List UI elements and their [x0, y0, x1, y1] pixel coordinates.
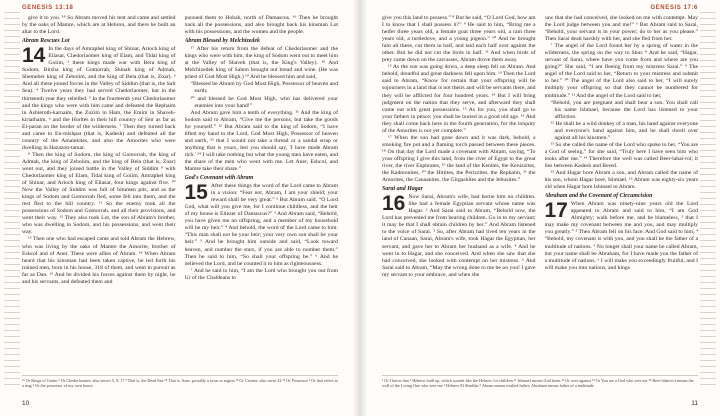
ruled-line	[4, 180, 20, 181]
ruled-line	[4, 234, 20, 235]
ruled-line	[4, 36, 20, 37]
ruled-line	[4, 258, 20, 259]
ruled-line	[700, 294, 716, 295]
ruled-line	[700, 162, 716, 163]
ruled-line	[4, 48, 20, 49]
ruled-line	[700, 90, 716, 91]
poetry-lines: ¹² He shall be a wild donkey of a man, his hand against everyone and everyone's hand against him, and he shall dwell over against all his kinsmen.”	[550, 120, 698, 141]
text-column	[545, 15, 699, 371]
section-heading: Abraham and the Covenant of Circumcision	[544, 193, 653, 200]
ruled-line	[4, 78, 20, 79]
ruled-line	[4, 300, 20, 301]
verse-paragraph: ¹³ Then one who had escaped came and told Abram the Hebrew, who was living by the oaks of Mamre the Amorite, brother of Eshcol and of Aner. These were allies of Abram. ¹⁴ When Abram heard that his kinsman had been taken captive, he led forth his trained men, born in his house, 318 of them, and went in pursuit as far as Dan. ¹⁵ And he divided his forces against them by night, he and his servants, and defeated them and	[22, 236, 176, 285]
ruled-line	[700, 18, 716, 19]
text-column	[185, 15, 339, 371]
ruled-line	[700, 246, 716, 247]
ruled-line	[4, 378, 20, 379]
ruled-line	[700, 264, 716, 265]
ruled-line	[700, 216, 716, 217]
verse-paragraph: ¹⁷ After his return from the defeat of Chedorlaomer and the kings who were with him, the king of Sodom went out to meet him at the Valley of Shaveh (that is, the King's Valley). ¹⁸ And Melchizedek king of Salem brought out bread and wine. (He was priest of God Most High.) ¹⁹ And he blessed him and said,	[184, 46, 338, 81]
verse-text: Now Sarai, Abram's wife, had borne him no children. She had a female Egyptian servant whose name was Hagar. ² And Sarai said to Abram, “Behold now, the Lord has prevented me from bearing children. Go in to my servant; it may be that I shall obtain children by her.” And Abram listened to the voice of Sarai. ³ So, after Abram had lived ten years in the land of Canaan, Sarai, Abram's wife, took Hagar the Egyptian, her servant, and gave her to Abram her husband as a wife. ⁴ And he went in to Hagar, and she conceived. And when she saw that she had conceived, she looked with contempt on her mistress. ⁵ And Sarai said to Abram, “May the wrong done to me be on you! I gave my servant to your embrace, and when she	[382, 194, 536, 278]
ruled-line	[4, 150, 20, 151]
ruled-line	[700, 330, 716, 331]
right-page	[360, 0, 720, 416]
poetry-lines: ²⁰ and blessed be God Most High, who has delivered your enemies into your hand!”	[190, 95, 338, 109]
chapter-paragraph	[185, 183, 339, 268]
ruled-line	[4, 12, 20, 13]
ruled-line	[4, 306, 20, 307]
footnote-divider	[382, 375, 698, 376]
ruled-line	[700, 234, 716, 235]
ruled-line	[700, 348, 716, 349]
ruled-line	[700, 192, 716, 193]
ruled-line	[4, 60, 20, 61]
ruled-line	[700, 48, 716, 49]
ruled-line	[4, 102, 20, 103]
footnotes: ¹⁵ Or Kings of Goiim ² Or Chedorlaomer; also verses 5, 9, 17 ³ That is, the Dead Sea ¹⁸ That is, Aner; possibly a town or region ¹⁹ Or Creator; also verse 22 ²² Or Possessor ¹ Or that refers to a ring ² Or the possessor of my own house	[22, 378, 338, 388]
verse-paragraph: ¹² As the sun was going down, a deep sleep fell on Abram. And behold, dreadful and great darkness fell upon him. ¹³ Then the Lord said to Abram, “Know for certain that your offspring will be sojourners in a land that is not theirs and will be servants there, and they will be afflicted for four hundred years. ¹⁴ But I will bring judgment on the nation that they serve, and afterward they shall come out with great possessions. ¹⁵ As for you, you shall go to your fathers in peace; you shall be buried in a good old age. ¹⁶ And they shall come back here in the fourth generation, for the iniquity of the Amorites is not yet complete.”	[382, 64, 536, 134]
verse-text: After these things the word of the Lord came to Abram in a vision: “Fear not, Abram, I am your shield; your reward shall be very great.” ² But Abram said, “O Lord God, what will you give me, for I continue childless, and the heir of my house is Eliezer of Damascus?” ³ And Abram said, “Behold, you have given me no offspring, and a member of my household will be my heir.” ⁴ And behold, the word of the Lord came to him: “This man shall not be your heir; your very own son shall be your heir.” ⁵ And he brought him outside and said, “Look toward heaven, and number the stars, if you are able to number them.” Then he said to him, “So shall your offspring be.” ⁶ And he believed the Lord, and he counted it to him as righteousness.	[184, 183, 338, 267]
ruled-line	[700, 354, 716, 355]
ruled-line	[700, 306, 716, 307]
margin-ruled-lines	[4, 12, 20, 392]
ruled-line	[700, 342, 716, 343]
ruled-line	[4, 126, 20, 127]
section-heading: God's Covenant with Abram	[184, 175, 254, 182]
page-number: 10	[22, 400, 30, 407]
ruled-line	[700, 78, 716, 79]
ruled-line	[4, 294, 20, 295]
ruled-line	[700, 174, 716, 175]
ruled-line	[700, 72, 716, 73]
ruled-line	[700, 258, 716, 259]
ruled-line	[4, 162, 20, 163]
ruled-line	[4, 84, 20, 85]
ruled-line	[4, 96, 20, 97]
verse-paragraph: ⁸ Then the king of Sodom, the king of Gomorrah, the king of Admah, the king of Zeboiim, and the king of Bela (that is, Zoar) went out, and they joined battle in the Valley of Siddim ⁹ with Chedorlaomer king of Elam, Tidal king of Goiim, Amraphel king of Shinar, and Arioch king of Ellasar, four kings against five. ¹⁰ Now the Valley of Siddim was full of bitumen pits, and as the kings of Sodom and Gomorrah fled, some fell into them, and the rest fled to the hill country. ¹¹ So the enemy took all the possessions of Sodom and Gomorrah, and all their provisions, and went their way. ¹² They also took Lot, the son of Abram's brother, who was dwelling in Sodom, and his possessions, and went their way.	[22, 151, 176, 236]
ruled-line	[4, 330, 20, 331]
ruled-line	[4, 108, 20, 109]
ruled-line	[700, 222, 716, 223]
ruled-line	[4, 90, 20, 91]
ruled-line	[700, 312, 716, 313]
poetry-lines: “Blessed be Abram by God Most High, Possessor of heaven and earth;	[190, 81, 338, 95]
text-column	[382, 15, 536, 371]
ruled-line	[4, 66, 20, 67]
ruled-line	[4, 348, 20, 349]
ruled-line	[4, 114, 20, 115]
ruled-line	[4, 312, 20, 313]
ruled-line	[700, 150, 716, 151]
ruled-line	[4, 54, 20, 55]
ruled-line	[4, 384, 20, 385]
ruled-line	[4, 360, 20, 361]
verse-paragraph: ⁷ The angel of the Lord found her by a spring of water in the wilderness, the spring on the way to Shur. ⁸ And he said, “Hagar, servant of Sarai, where have you come from and where are you going?” She said, “I am fleeing from my mistress Sarai.” ⁹ The angel of the Lord said to her, “Return to your mistress and submit to her.” ¹⁰ The angel of the Lord also said to her, “I will surely multiply your offspring so that they cannot be numbered for multitude.” ¹¹ And the angel of the Lord said to her,	[544, 43, 698, 99]
ruled-line	[700, 366, 716, 367]
ruled-line	[700, 324, 716, 325]
ruled-line	[4, 288, 20, 289]
chapter-paragraph	[545, 201, 699, 271]
ruled-line	[4, 174, 20, 175]
chapter-number: 16	[382, 192, 406, 216]
ruled-line	[4, 336, 20, 337]
footnote-divider	[22, 375, 338, 376]
chapter-number: 15	[184, 181, 208, 205]
ruled-line	[700, 168, 716, 169]
ruled-line	[4, 318, 20, 319]
ruled-line	[4, 342, 20, 343]
page-number: 11	[691, 400, 698, 407]
margin-ruled-lines	[700, 12, 716, 392]
text-columns	[382, 15, 698, 371]
ruled-line	[700, 240, 716, 241]
verse-text: When Abram was ninety-nine years old the Lord appeared to Abram and said to him, “I am God Almighty; walk before me, and be blameless, ² that I may make my covenant between me and you, and may multiply you greatly.” ³ Then Abram fell on his face. And God said to him, ⁴ “Behold, my covenant is with you, and you shall be the father of a multitude of nations. ⁵ No longer shall your name be called Abram, but your name shall be Abraham, for I have made you the father of a multitude of nations. ⁶ I will make you exceedingly fruitful, and I will make you into nations, and kings	[544, 201, 698, 271]
ruled-line	[700, 372, 716, 373]
ruled-line	[700, 144, 716, 145]
verse-paragraph: ¹⁷ When the sun had gone down and it was dark, behold, a smoking fire pot and a flaming torch passed between these pieces. ¹⁸ On that day the Lord made a covenant with Abram, saying, “To your offspring I give this land, from the river of Egypt to the great river, the river Euphrates, ¹⁹ the land of the Kenites, the Kenizzites, the Kadmonites, ²⁰ the Hittites, the Perizzites, the Rephaim, ²¹ the Amorites, the Canaanites, the Girgashites and the Jebusites.”	[382, 134, 536, 184]
verse-paragraph: ¹³ So she called the name of the Lord who spoke to her, “You are a God of seeing,” for she said, “Truly here I have seen him who looks after me.” ¹⁴ Therefore the well was called Beer-lahai-roi; it lies between Kadesh and Bered.	[544, 141, 698, 169]
ruled-line	[700, 378, 716, 379]
ruled-line	[4, 354, 20, 355]
ruled-line	[4, 42, 20, 43]
text-column	[22, 15, 176, 371]
ruled-line	[700, 270, 716, 271]
ruled-line	[700, 108, 716, 109]
chapter-paragraph	[382, 194, 536, 279]
ruled-line	[700, 282, 716, 283]
section-heading: Abram Blessed by Melchizedek	[184, 38, 260, 45]
verse-paragraph: pursued them to Hobah, north of Damascus. ¹⁶ Then he brought back all the possessions, and also brought back his kinsman Lot with his possessions, and the women and the people.	[184, 15, 338, 36]
running-header: GENESIS 13:18	[22, 5, 74, 11]
ruled-line	[4, 18, 20, 19]
ruled-line	[4, 216, 20, 217]
ruled-line	[4, 240, 20, 241]
ruled-line	[700, 126, 716, 127]
ruled-line	[4, 132, 20, 133]
ruled-line	[4, 30, 20, 31]
ruled-line	[4, 198, 20, 199]
poetry-lines: “Behold, you are pregnant and shall bear a son. You shall call his name Ishmael, because the Lord has listened to your affliction.	[550, 99, 698, 120]
verse-paragraph: ⁷ And he said to him, “I am the Lord who brought you out from Ur of the Chaldeans to	[184, 267, 338, 281]
ruled-line	[700, 60, 716, 61]
verse-paragraph: ¹⁵ And Hagar bore Abram a son, and Abram called the name of his son, whom Hagar bore, Ishmael. ¹⁶ Abram was eighty-six years old when Hagar bore Ishmael to Abram.	[544, 170, 698, 191]
ruled-line	[4, 156, 20, 157]
ruled-line	[4, 372, 20, 373]
ruled-line	[700, 300, 716, 301]
ruled-line	[700, 84, 716, 85]
ruled-line	[700, 132, 716, 133]
ruled-line	[4, 222, 20, 223]
ruled-line	[700, 186, 716, 187]
ruled-line	[700, 252, 716, 253]
ruled-line	[700, 318, 716, 319]
ruled-line	[4, 192, 20, 193]
ruled-line	[700, 66, 716, 67]
chapter-number: 17	[544, 199, 568, 223]
ruled-line	[700, 114, 716, 115]
section-heading: Abram Rescues Lot	[22, 38, 70, 45]
chapter-number: 14	[22, 44, 46, 68]
ruled-line	[4, 144, 20, 145]
ruled-line	[4, 210, 20, 211]
ruled-line	[4, 24, 20, 25]
ruled-line	[700, 24, 716, 25]
verse-paragraph: And Abram gave him a tenth of everything. ²¹ And the king of Sodom said to Abram, “Give me the persons, but take the goods for yourself.” ²² But Abram said to the king of Sodom, “I have lifted my hand to the Lord, God Most High, Possessor of heaven and earth, ²³ that I would not take a thread or a sandal strap or anything that is yours, lest you should say, 'I have made Abram rich.' ²⁴ I will take nothing but what the young men have eaten, and the share of the men who went with me. Let Aner, Eshcol, and Mamre take their share.”	[184, 109, 338, 172]
ruled-line	[4, 138, 20, 139]
ruled-line	[700, 42, 716, 43]
ruled-line	[700, 102, 716, 103]
ruled-line	[700, 228, 716, 229]
ruled-line	[700, 96, 716, 97]
ruled-line	[700, 54, 716, 55]
ruled-line	[700, 138, 716, 139]
ruled-line	[4, 246, 20, 247]
ruled-line	[4, 276, 20, 277]
ruled-line	[700, 198, 716, 199]
ruled-line	[4, 324, 20, 325]
ruled-line	[700, 288, 716, 289]
verse-paragraph: give it to you. ¹⁸ So Abram moved his tent and came and settled by the oaks of Mamre, which are at Hebron, and there he built an altar to the Lord.	[22, 15, 176, 36]
ruled-line	[700, 204, 716, 205]
ruled-line	[4, 168, 20, 169]
ruled-line	[4, 228, 20, 229]
ruled-line	[700, 180, 716, 181]
ruled-line	[700, 210, 716, 211]
ruled-line	[4, 252, 20, 253]
ruled-line	[700, 276, 716, 277]
ruled-line	[700, 336, 716, 337]
ruled-line	[4, 186, 20, 187]
ruled-line	[700, 120, 716, 121]
section-heading: Sarai and Hagar	[382, 186, 423, 193]
ruled-line	[700, 384, 716, 385]
ruled-line	[4, 204, 20, 205]
book-gutter	[352, 0, 368, 416]
chapter-paragraph	[22, 46, 176, 152]
ruled-line	[4, 72, 20, 73]
footnotes: ¹ Or I know that ² Hebrew built up, which sounds like the Hebrew for children ¹¹ Ishmael means God hears ¹² Or over against ¹³ Or You are a God who sees me ¹⁴ Beer-lahai-roi means the well of the Living One who sees me ¹ Hebrew El Shaddai ⁵ Abram means exalted father; Abraham means father of a multitude	[382, 378, 694, 388]
ruled-line	[700, 156, 716, 157]
ruled-line	[4, 270, 20, 271]
ruled-line	[4, 264, 20, 265]
verse-paragraph: saw that she had conceived, she looked on me with contempt. May the Lord judge between you and me!” ⁶ But Abram said to Sarai, “Behold, your servant is in your power; do to her as you please.” Then Sarai dealt harshly with her, and she fled from her.	[544, 15, 698, 43]
ruled-line	[4, 120, 20, 121]
ruled-line	[700, 30, 716, 31]
ruled-line	[4, 282, 20, 283]
ruled-line	[700, 360, 716, 361]
ruled-line	[700, 36, 716, 37]
ruled-line	[4, 366, 20, 367]
verse-paragraph: give you this land to possess.” ⁸ But he said, “O Lord God, how am I to know that I shall possess it?” ⁹ He said to him, “Bring me a heifer three years old, a female goat three years old, a ram three years old, a turtledove, and a young pigeon.” ¹⁰ And he brought him all these, cut them in half, and laid each half over against the other. But he did not cut the birds in half. ¹¹ And when birds of prey came down on the carcasses, Abram drove them away.	[382, 15, 536, 64]
running-header: GENESIS 17:6	[650, 5, 698, 11]
text-columns	[22, 15, 338, 371]
verse-text: In the days of Amraphel king of Shinar, Arioch king of Ellasar, Chedorlaomer king of Elam, and Tidal king of Goiim, ² these kings made war with Bera king of Sodom, Birsha king of Gomorrah, Shinab king of Admah, Shemeber king of Zeboiim, and the king of Bela (that is, Zoar). ³ And all these joined forces in the Valley of Siddim (that is, the Salt Sea). ⁴ Twelve years they had served Chedorlaomer, but in the thirteenth year they rebelled. ⁵ In the fourteenth year Chedorlaomer and the kings who were with him came and defeated the Rephaim in Ashteroth-karnaim, the Zuzim in Ham, the Emim in Shaveh-kiriathaim, ⁶ and the Horites in their hill country of Seir as far as El-paran on the border of the wilderness. ⁷ Then they turned back and came to En-mishpat (that is, Kadesh) and defeated all the country of the Amalekites, and also the Amorites who were dwelling in Hazazon-tamar.	[22, 46, 176, 151]
ruled-line	[700, 12, 716, 13]
